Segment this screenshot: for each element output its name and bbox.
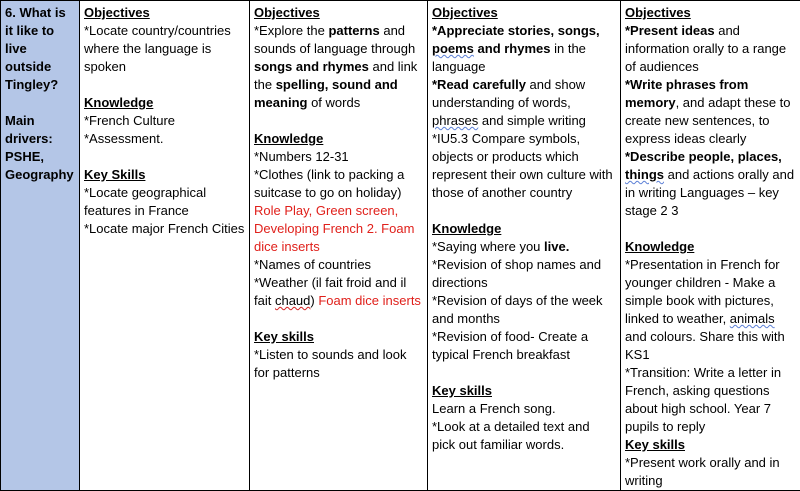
objectives-heading: Objectives [625, 4, 796, 22]
objective-item: *Read carefully and show understanding of words, phrases and simple writing [432, 76, 616, 130]
objectives-heading: Objectives [84, 4, 245, 22]
topic-cell [1, 1, 80, 491]
knowledge-item: *Numbers 12-31 [254, 148, 423, 166]
knowledge-item: *Presentation in French for younger children - Make a simple book with pictures, linked to weather, animals and colours. Share this with KS1 [625, 256, 796, 364]
objectives-heading: Objectives [432, 4, 616, 22]
objective-item: *Appreciate stories, songs, poems and rhymes in the language [432, 22, 616, 76]
knowledge-item: *Clothes (link to packing a suitcase to go on holiday) Role Play, Green screen, Developing French 2. Foam dice inserts [254, 166, 423, 256]
objective-item: *Describe people, places, things and actions orally and in writing Languages – key stage 2 3 [625, 148, 796, 220]
column-4-cell [428, 1, 621, 491]
column-5-cell [621, 1, 800, 491]
knowledge-heading: Knowledge [84, 94, 245, 112]
table-row [1, 1, 800, 491]
objective-item: *Write phrases from memory, and adapt these to create new sentences, to express ideas clearly [625, 76, 796, 148]
key-skills-heading: Key Skills [84, 166, 245, 184]
objective-item: *Locate country/countries where the language is spoken [84, 22, 245, 76]
knowledge-item: *Revision of days of the week and months [432, 292, 616, 328]
main-drivers-label: Main drivers: [5, 112, 75, 148]
skill-item: *Locate geographical features in France [84, 184, 245, 220]
topic-title: 6. What is it like to live outside Tingley? [5, 4, 75, 94]
key-skills-heading: Key skills [432, 382, 616, 400]
knowledge-item: *Saying where you live. [432, 238, 616, 256]
column-2-cell [80, 1, 250, 491]
knowledge-item: *Transition: Write a letter in French, asking questions about high school. Year 7 pupils to reply [625, 364, 796, 436]
column-3-cell [250, 1, 428, 491]
skill-item: *Present work orally and in writing [625, 454, 796, 490]
skill-item: Learn a French song. [432, 400, 616, 418]
knowledge-item: *Revision of food- Create a typical French breakfast [432, 328, 616, 364]
knowledge-heading: Knowledge [432, 220, 616, 238]
knowledge-heading: Knowledge [625, 238, 796, 256]
skill-item: *Locate major French Cities [84, 220, 245, 238]
knowledge-heading: Knowledge [254, 130, 423, 148]
objective-item: *IU5.3 Compare symbols, objects or products which represent their own culture with those of another country [432, 130, 616, 202]
knowledge-item: *Names of countries [254, 256, 423, 274]
skill-item: *Listen to sounds and look for patterns [254, 346, 423, 382]
key-skills-heading: Key skills [254, 328, 423, 346]
main-drivers: PSHE, Geography [5, 148, 75, 184]
skill-item: *Look at a detailed text and pick out familiar words. [432, 418, 616, 454]
key-skills-heading: Key skills [625, 436, 796, 454]
knowledge-item: *French Culture [84, 112, 245, 130]
knowledge-item: *Revision of shop names and directions [432, 256, 616, 292]
objective-item: *Present ideas and information orally to a range of audiences [625, 22, 796, 76]
knowledge-item: *Assessment. [84, 130, 245, 148]
objectives-heading: Objectives [254, 4, 423, 22]
knowledge-item: *Weather (il fait froid and il fait chaud) Foam dice inserts [254, 274, 423, 310]
objective-item: *Explore the patterns and sounds of language through songs and rhymes and link the spelling, sound and meaning of words [254, 22, 423, 112]
